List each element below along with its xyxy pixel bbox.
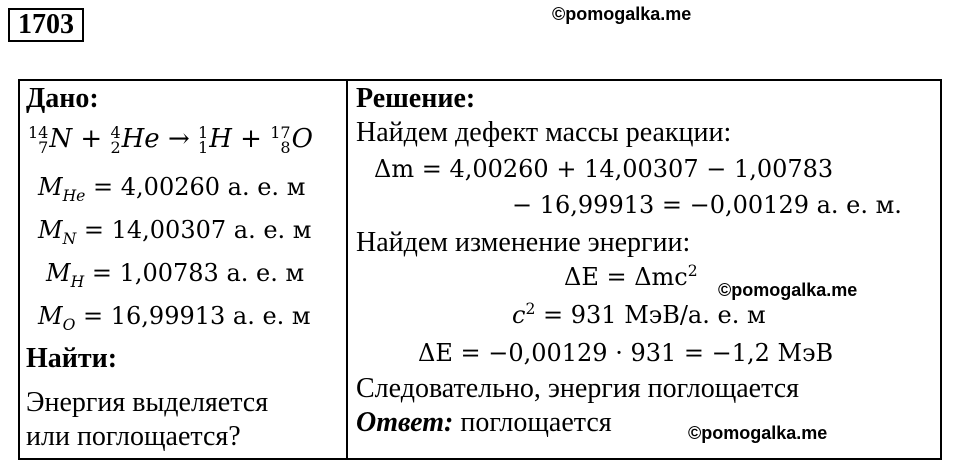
step-energy-change: Найдем изменение энергии:	[356, 227, 691, 258]
mass-h: $M_H = 1,00783$ а. е. м	[46, 259, 305, 291]
mass-n: $M_N = 14,00307$ а. е. м	[38, 216, 312, 248]
watermark-bottom: ©pomogalka.me	[688, 423, 828, 443]
answer-value: поглощается	[460, 407, 612, 438]
watermark-middle: ©pomogalka.me	[718, 280, 858, 300]
mass-defect-line-2: − 16,99913 = −0,00129 а. е. м.	[512, 191, 902, 219]
find-heading: Найти:	[26, 343, 118, 374]
given-heading: Дано:	[26, 83, 99, 114]
solution-heading: Решение:	[356, 83, 476, 114]
watermark-top: ©pomogalka.me	[552, 4, 692, 24]
solution-table	[18, 79, 942, 460]
column-divider	[346, 81, 348, 458]
answer	[356, 407, 612, 439]
mass-he: $M_{He} = 4,00260$ а. е. м	[38, 173, 306, 205]
question-line-2: или поглощается?	[26, 421, 241, 452]
mass-o: $M_O = 16,99913$ а. е. м	[38, 302, 311, 334]
question-line-1: Энергия выделяется	[26, 387, 269, 418]
he-nuclide-indices: 4 2	[110, 123, 121, 157]
mass-defect-line-1: Δm = 4,00260 + 14,00307 − 1,00783	[374, 155, 834, 183]
energy-calculation: ΔE = −0,00129 · 931 = −1,2 МэВ	[418, 339, 834, 367]
conclusion: Следовательно, энергия поглощается	[356, 373, 799, 404]
step-mass-defect: Найдем дефект массы реакции:	[356, 117, 732, 148]
n-nuclide-indices: 14 7	[28, 123, 49, 157]
h-nuclide-indices: 1 1	[198, 123, 209, 157]
reaction-equation: 14 7 N + 4 2 He → 1 1 H + 17 8 O	[28, 123, 313, 157]
o-nuclide-indices: 17 8	[270, 123, 291, 157]
c-squared-value: $c^2 = 931$ МэВ/а. е. м	[512, 300, 766, 329]
answer-label: Ответ:	[356, 407, 454, 438]
energy-formula: ΔE = Δmc$^2$	[564, 262, 698, 291]
problem-number: 1703	[8, 8, 84, 42]
